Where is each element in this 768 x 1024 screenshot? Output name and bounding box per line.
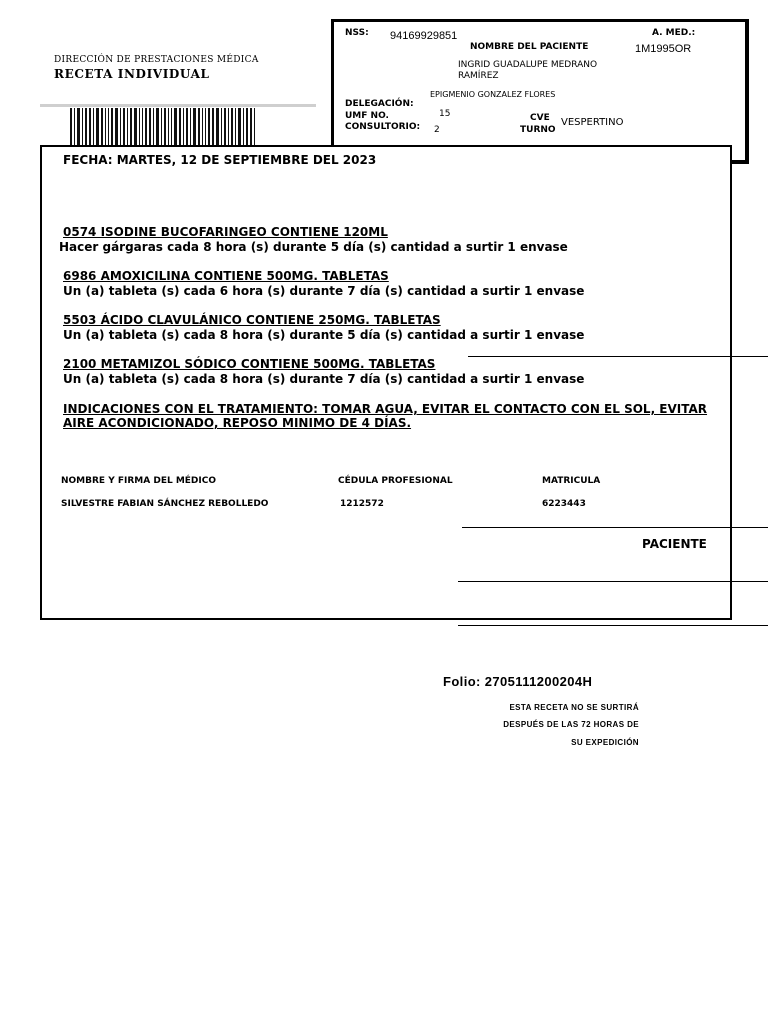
barcode-bar	[190, 108, 191, 147]
signature-line	[468, 356, 768, 357]
patient-name-line1: INGRID GUADALUPE MEDRANO	[458, 60, 598, 70]
barcode-bar	[224, 108, 226, 147]
barcode-bar	[156, 108, 159, 147]
barcode-bar	[171, 108, 172, 147]
barcode-bar	[85, 108, 87, 147]
signature-line	[458, 581, 768, 582]
signature-line	[458, 625, 768, 626]
barcode-top-rule	[40, 104, 316, 107]
prescription-box	[40, 145, 732, 620]
barcode-bar	[82, 108, 83, 147]
cedula-label: CÉDULA PROFESIONAL	[338, 476, 453, 486]
medication-instructions: Un (a) tableta (s) cada 8 hora (s) durante 5 día (s) cantidad a surtir 1 envase	[63, 328, 585, 342]
barcode-bar	[202, 108, 203, 147]
barcode-bar	[231, 108, 233, 147]
treatment-indications-line2: AIRE ACONDICIONADO, REPOSO MINIMO DE 4 DÍAS.	[63, 416, 412, 430]
umf-value: 15	[439, 109, 451, 119]
department-label: DIRECCIÓN DE PRESTACIONES MÉDICA	[54, 55, 259, 65]
consultorio-label: CONSULTORIO:	[345, 122, 421, 132]
patient-name-label: NOMBRE DEL PACIENTE	[470, 42, 589, 52]
barcode-bar	[127, 108, 128, 147]
barcode-bar	[212, 108, 214, 147]
medication-name: 5503 ÁCIDO CLAVULÁNICO CONTIENE 250MG. TABLETAS	[63, 313, 441, 327]
matricula-label: MATRICULA	[542, 476, 601, 486]
barcode-bar	[139, 108, 140, 147]
barcode-bar	[228, 108, 229, 147]
barcode-bar	[186, 108, 188, 147]
barcode-bar	[183, 108, 184, 147]
barcode-bar	[74, 108, 75, 147]
patient-signature-label: PACIENTE	[642, 537, 707, 551]
nss-label: NSS:	[345, 28, 369, 38]
umf-label: UMF NO.	[345, 111, 389, 121]
delegacion-label: DELEGACIÓN:	[345, 99, 414, 109]
barcode-bar	[101, 108, 103, 147]
barcode-bar	[235, 108, 236, 147]
barcode-bar	[123, 108, 125, 147]
barcode-bar	[205, 108, 206, 147]
barcode-bar	[70, 108, 72, 147]
turno-value: VESPERTINO	[561, 117, 624, 128]
barcode	[70, 108, 284, 147]
signature-line	[462, 527, 768, 528]
barcode-bar	[149, 108, 151, 147]
barcode-bar	[105, 108, 106, 147]
barcode-bar	[193, 108, 196, 147]
barcode-bar	[198, 108, 200, 147]
barcode-bar	[250, 108, 252, 147]
treatment-indications-line1: INDICACIONES CON EL TRATAMIENTO: TOMAR AGUA, EVITAR EL CONTACTO CON EL SOL, EVITAR	[63, 402, 708, 416]
document-title: RECETA INDIVIDUAL	[54, 67, 210, 81]
barcode-bar	[179, 108, 181, 147]
barcode-bar	[130, 108, 132, 147]
patient-name-line2: RAMÍREZ	[458, 71, 499, 81]
medication-name: 6986 AMOXICILINA CONTIENE 500MG. TABLETAS	[63, 269, 389, 283]
barcode-bar	[208, 108, 210, 147]
patient-info-box	[331, 19, 749, 164]
barcode-bar	[93, 108, 94, 147]
barcode-bar	[115, 108, 118, 147]
medication-name: 2100 METAMIZOL SÓDICO CONTIENE 500MG. TABLETAS	[63, 357, 436, 371]
barcode-bar	[243, 108, 244, 147]
doctor-signature-label: NOMBRE Y FIRMA DEL MÉDICO	[61, 476, 217, 486]
medication-instructions: Un (a) tableta (s) cada 8 hora (s) durante 7 día (s) cantidad a surtir 1 envase	[63, 372, 585, 386]
barcode-bar	[77, 108, 80, 147]
prescription-date: FECHA: MARTES, 12 DE SEPTIEMBRE DEL 2023	[63, 153, 377, 167]
nss-value: 94169929851	[390, 30, 458, 42]
expiry-notice-line1: ESTA RECETA NO SE SURTIRÁ	[509, 703, 639, 712]
expiry-notice-line3: SU EXPEDICIÓN	[571, 738, 639, 747]
turno-label: TURNO	[520, 125, 556, 135]
medication-name: 0574 ISODINE BUCOFARINGEO CONTIENE 120ML	[63, 225, 388, 239]
amed-label: A. MED.:	[652, 28, 696, 38]
barcode-bar	[111, 108, 113, 147]
barcode-bar	[238, 108, 241, 147]
barcode-bar	[142, 108, 143, 147]
barcode-bar	[174, 108, 177, 147]
barcode-bar	[246, 108, 248, 147]
amed-value: 1M1995OR	[635, 43, 692, 55]
medication-instructions: Hacer gárgaras cada 8 hora (s) durante 5 día (s) cantidad a surtir 1 envase	[59, 240, 568, 254]
barcode-bar	[134, 108, 137, 147]
barcode-bar	[108, 108, 109, 147]
barcode-bar	[120, 108, 121, 147]
barcode-bar	[89, 108, 91, 147]
consultorio-value: 2	[434, 125, 440, 135]
barcode-bar	[254, 108, 255, 147]
expiry-notice-line2: DESPUÉS DE LAS 72 HORAS DE	[503, 720, 639, 729]
medication-instructions: Un (a) tableta (s) cada 6 hora (s) durante 7 día (s) cantidad a surtir 1 envase	[63, 284, 585, 298]
matricula-value: 6223443	[542, 499, 586, 509]
delegacion-value: EPIGMENIO GONZALEZ FLORES	[430, 90, 556, 99]
barcode-bar	[153, 108, 154, 147]
barcode-bar	[216, 108, 219, 147]
folio-number: Folio: 2705111200204H	[443, 674, 593, 689]
barcode-bar	[221, 108, 222, 147]
barcode-bar	[168, 108, 169, 147]
doctor-name: SILVESTRE FABIAN SÁNCHEZ REBOLLEDO	[61, 499, 269, 509]
barcode-bar	[161, 108, 162, 147]
barcode-bar	[164, 108, 166, 147]
barcode-bar	[145, 108, 147, 147]
cedula-value: 1212572	[340, 499, 384, 509]
cve-label: CVE	[530, 113, 550, 123]
barcode-bar	[96, 108, 99, 147]
